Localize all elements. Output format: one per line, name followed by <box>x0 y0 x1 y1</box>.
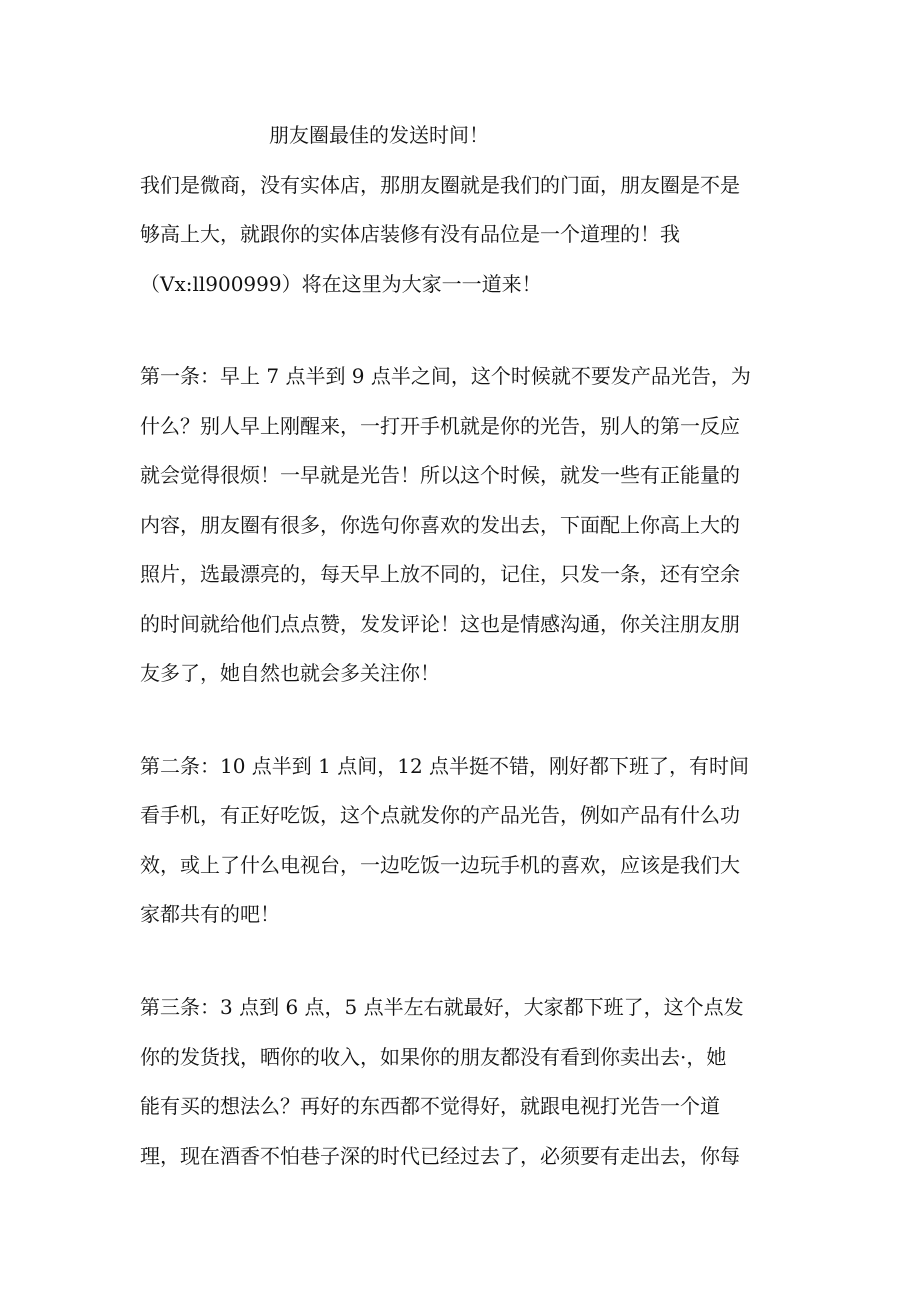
intro-line: 我们是微商，没有实体店，那朋友圈就是我们的门面，朋友圈是不是 <box>140 173 740 197</box>
section1-line: 照片，选最漂亮的，每天早上放不同的，记住，只发一条，还有空余 <box>140 562 740 586</box>
section1-line: 友多了，她自然也就会多关注你！ <box>140 661 440 685</box>
section2-line: 第二条：10 点半到 1 点间，12 点半挺不错，刚好都下班了，有时间 <box>140 754 750 778</box>
section3-line: 能有买的想法么？再好的东西都不觉得好，就跟电视打光告一个道 <box>140 1094 720 1118</box>
document-title: 朋友圈最佳的发送时间！ <box>269 123 489 147</box>
section3-line: 第三条：3 点到 6 点，5 点半左右就最好，大家都下班了，这个点发 <box>140 995 744 1019</box>
section2-line: 效，或上了什么电视台，一边吃饭一边玩手机的喜欢，应该是我们大 <box>140 853 740 877</box>
section1-line: 第一条：早上 7 点半到 9 点半之间，这个时候就不要发产品光告，为 <box>140 364 751 388</box>
section1-line: 就会觉得很烦！一早就是光告！所以这个时候，就发一些有正能量的 <box>140 463 740 487</box>
section2-line: 看手机，有正好吃饭，这个点就发你的产品光告，例如产品有什么功 <box>140 803 740 827</box>
intro-line: （Vx:ll900999）将在这里为大家一一道来！ <box>140 272 542 296</box>
section3-line: 你的发货找，晒你的收入，如果你的朋友都没有看到你卖出去·，她 <box>140 1045 727 1069</box>
section1-line: 什么？别人早上刚醒来，一打开手机就是你的光告，别人的第一反应 <box>140 414 740 438</box>
section1-line: 内容，朋友圈有很多，你选句你喜欢的发出去，下面配上你高上大的 <box>140 513 740 537</box>
intro-line: 够高上大，就跟你的实体店装修有没有品位是一个道理的！我 <box>140 222 680 246</box>
section1-line: 的时间就给他们点点赞，发发评论！这也是情感沟通，你关注朋友朋 <box>140 612 740 636</box>
section3-line: 理，现在酒香不怕巷子深的时代已经过去了，必须要有走出去，你每 <box>140 1144 740 1168</box>
section2-line: 家都共有的吧！ <box>140 902 280 926</box>
